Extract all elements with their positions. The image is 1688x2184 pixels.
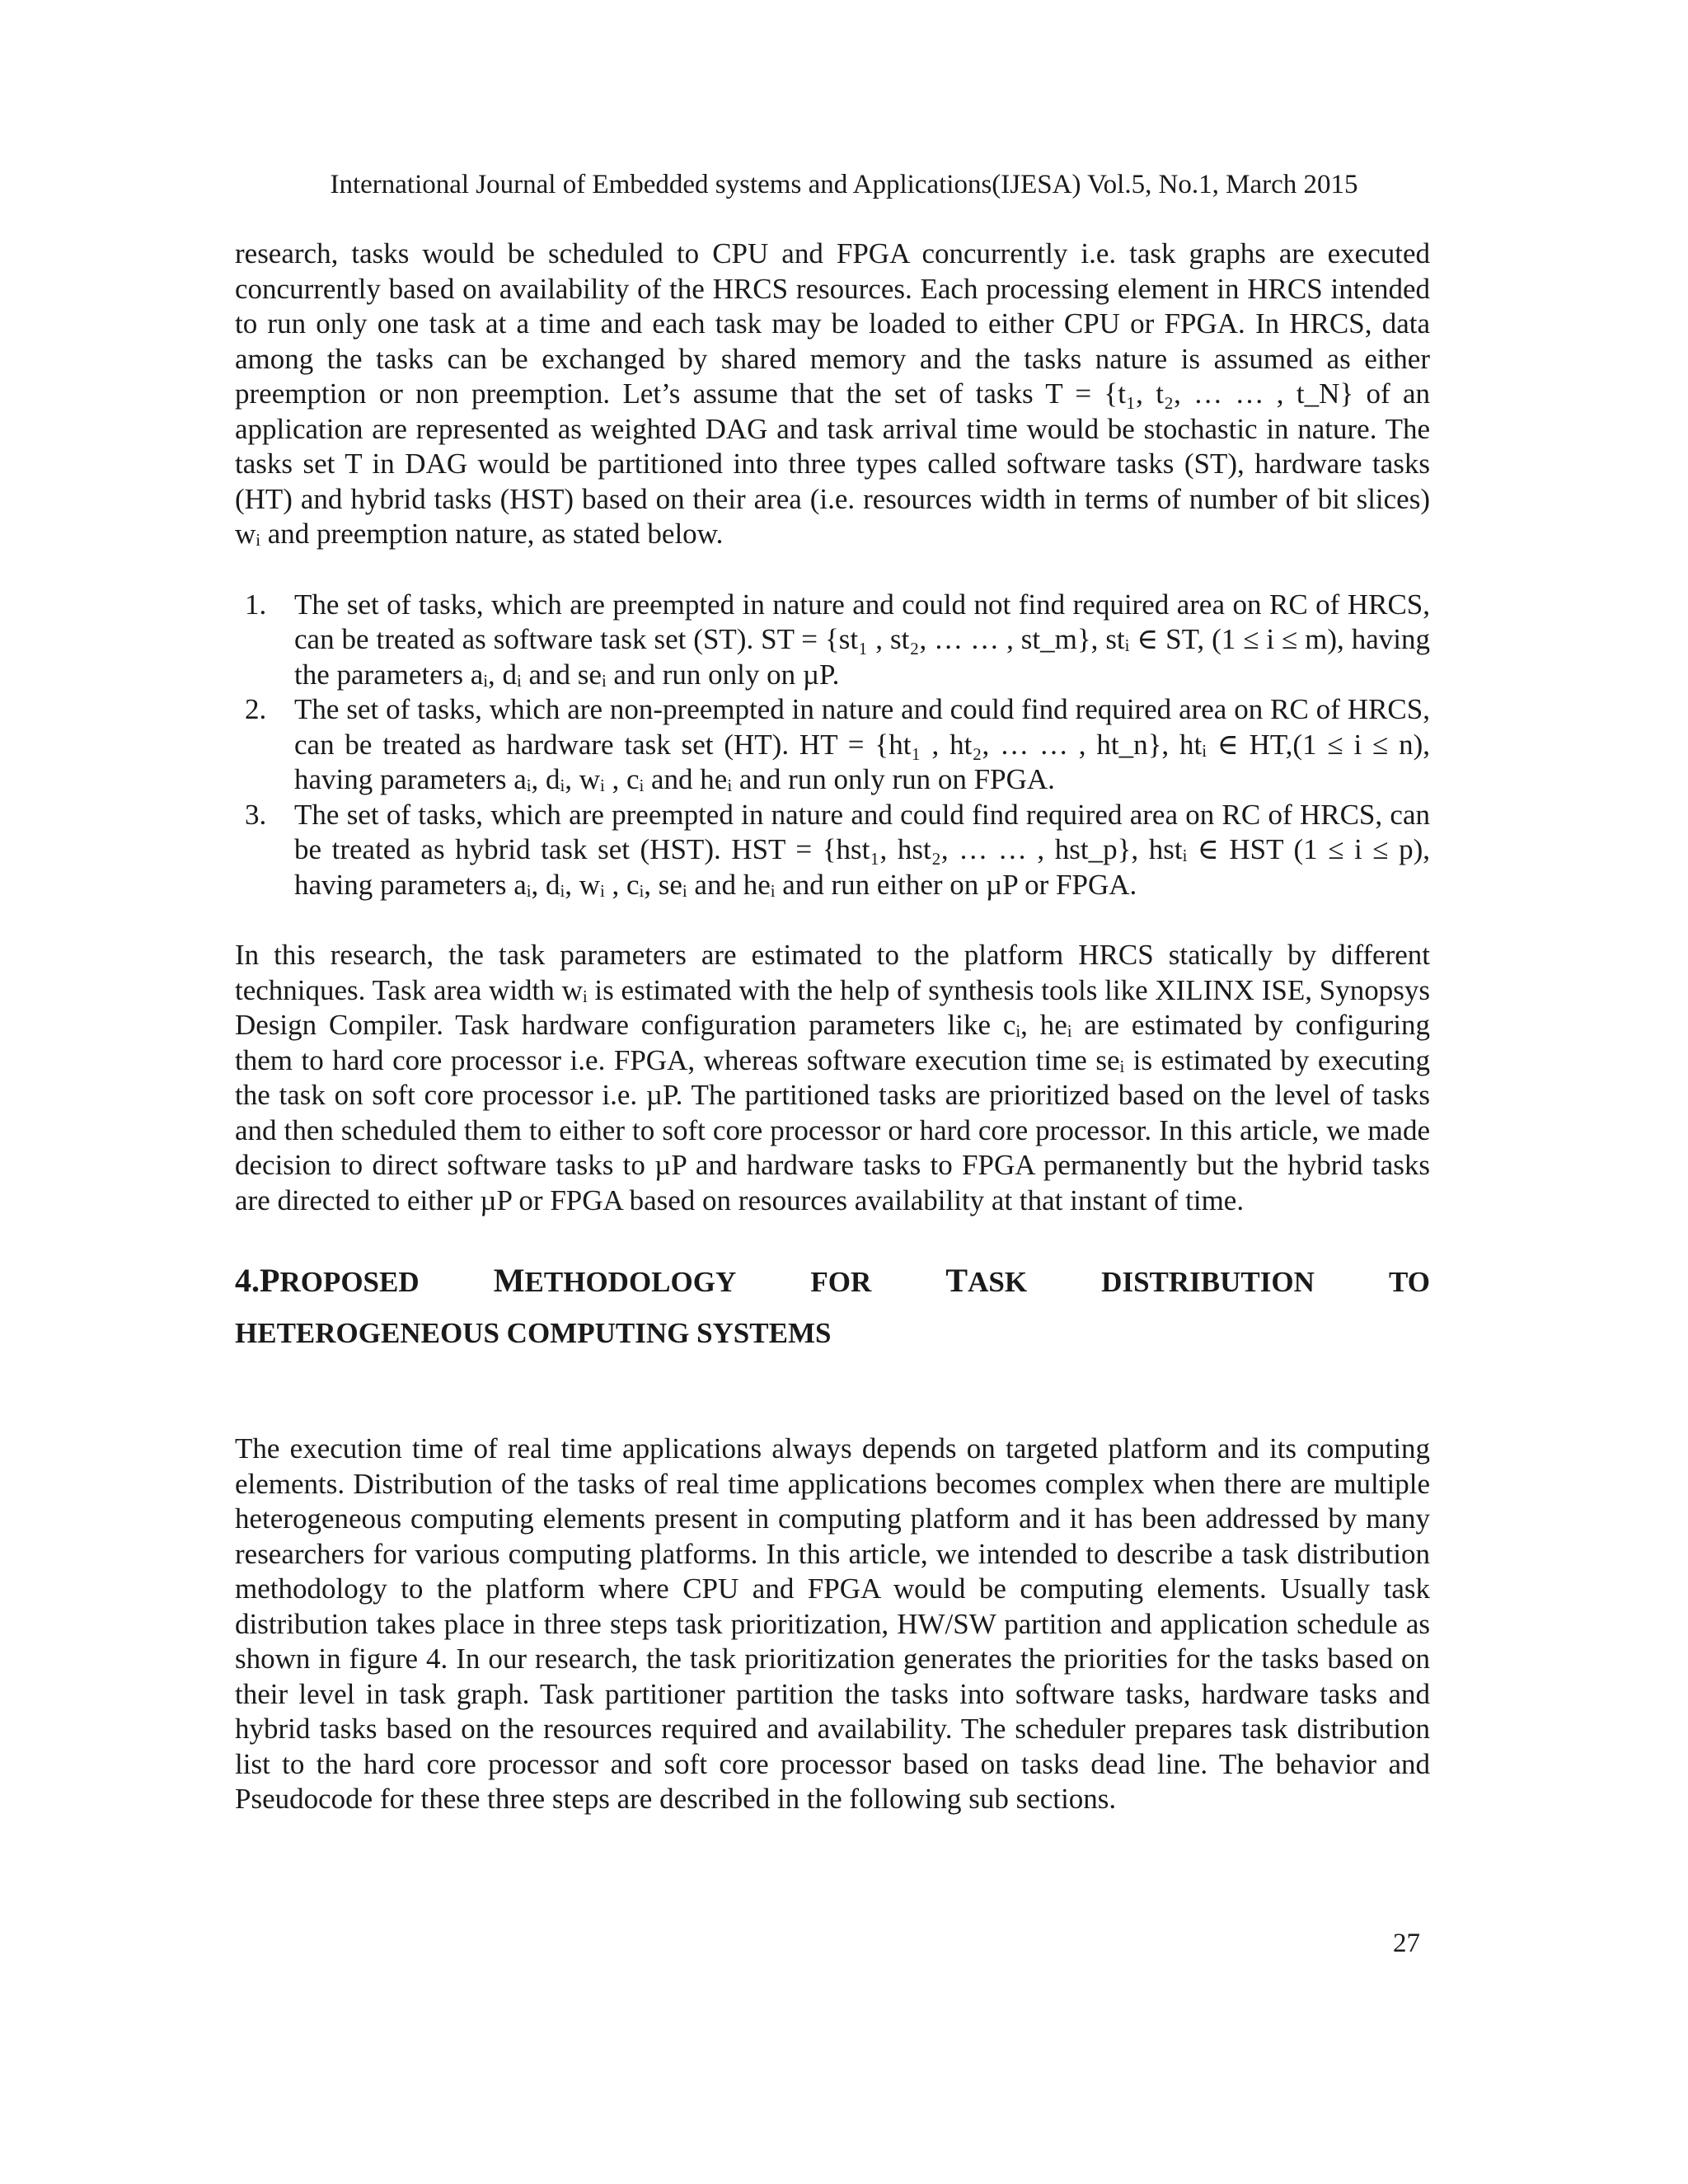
journal-header: International Journal of Embedded systems and Applications(IJESA) Vol.5, No.1, March 2015 <box>330 170 1358 199</box>
paragraph-parameters: In this research, the task parameters are estimated to the platform HRCS statically by different techniques. Task area width wᵢ is estimated with the help of synthesis tools like XILINX ISE, Synopsys Design Compiler. Task hardware configuration parameters like cᵢ, heᵢ are estimated by configuring them to hard core processor i.e. FPGA, whereas software execution time seᵢ is estimated by executing the task on soft core processor i.e. µP. The partitioned tasks are prioritized based on the level of tasks and then scheduled them to either to soft core processor or hard core processor. In this article, we made decision to direct software tasks to µP and hardware tasks to FPGA permanently but the hybrid tasks are directed to either µP or FPGA based on resources availability at that instant of time. <box>235 939 1430 1216</box>
page-body <box>235 237 1430 1817</box>
paragraph-methodology: The execution time of real time applications always depends on targeted platform and its computing elements. Distribution of the tasks of real time applications becomes complex when there are multiple heterogeneous computing elements present in computing platform and it has been addressed by many researchers for various computing platforms. In this article, we intended to describe a task distribution methodology to the platform where CPU and FPGA would be computing elements. Usually task distribution takes place in three steps task prioritization, HW/SW partition and application schedule as shown in figure 4. In our research, the task prioritization generates the priorities for the tasks based on their level in task graph. Task partitioner partition the tasks into software tasks, hardware tasks and hybrid tasks based on the resources required and availability. The scheduler prepares task distribution list to the hard core processor and soft core processor based on tasks dead line. The behavior and Pseudocode for these three steps are described in the following sub sections. <box>235 1432 1430 1815</box>
page-number: 27 <box>1393 1929 1420 1958</box>
list-item-software-tasks <box>235 588 1430 693</box>
heading-word: 4.PROPOSED <box>235 1262 420 1299</box>
section-heading-line2: HETEROGENEOUS COMPUTING SYSTEMS <box>235 1317 832 1349</box>
list-item-text: The set of tasks, which are non-preempted in nature and could find required area on RC of HRCS, can be treated as hardware task set (HT). HT = {ht₁ , ht₂, … … , ht_n}, htᵢ ∈ HT,(1 ≤ i ≤ n), having parameters aᵢ, dᵢ, wᵢ , cᵢ and heᵢ and run only run on FPGA. <box>294 693 1430 795</box>
list-item-text: The set of tasks, which are preempted in nature and could find required area on RC of HRCS, can be treated as hybrid task set (HST). HST = {hst₁, hst₂, … … , hst_p}, hstᵢ ∈ HST (1 ≤ i ≤ p), having parameters aᵢ, dᵢ, wᵢ , cᵢ, seᵢ and heᵢ and run either on µP or FPGA. <box>294 798 1430 901</box>
heading-word: FOR <box>810 1266 872 1298</box>
list-number: 1. <box>245 588 267 621</box>
task-set-list <box>235 588 1430 903</box>
heading-word: METHODOLOGY <box>493 1262 737 1299</box>
list-number: 2. <box>245 693 267 725</box>
section-heading <box>235 1255 1430 1359</box>
list-item-text: The set of tasks, which are preempted in nature and could not find required area on RC of HRCS, can be treated as software task set (ST). ST = {st₁ , st₂, … … , st_m}, stᵢ ∈ ST, (1 ≤ i ≤ m), having the parameters aᵢ, dᵢ and seᵢ and run only on µP. <box>294 588 1430 691</box>
list-number: 3. <box>245 798 267 831</box>
paragraph-intro: research, tasks would be scheduled to CPU and FPGA concurrently i.e. task graphs are executed concurrently based on availability of the HRCS resources. Each processing element in HRCS intended to run only one task at a time and each task may be loaded to either CPU or FPGA. In HRCS, data among the tasks can be exchanged by shared memory and the tasks nature is assumed as either preemption or non preemption. Let’s assume that the set of tasks T = {t₁, t₂, … … , t_N} of an application are represented as weighted DAG and task arrival time would be stochastic in nature. The tasks set T in DAG would be partitioned into three types called software tasks (ST), hardware tasks (HT) and hybrid tasks (HST) based on their area (i.e. resources width in terms of number of bit slices) wᵢ and preemption nature, as stated below. <box>235 237 1430 550</box>
list-item-hybrid-tasks <box>235 798 1430 903</box>
list-item-hardware-tasks <box>235 692 1430 798</box>
heading-word: TASK <box>945 1262 1028 1299</box>
heading-word: TO <box>1389 1266 1430 1298</box>
section-heading-line1 <box>235 1255 1430 1308</box>
heading-word: DISTRIBUTION <box>1101 1266 1315 1298</box>
